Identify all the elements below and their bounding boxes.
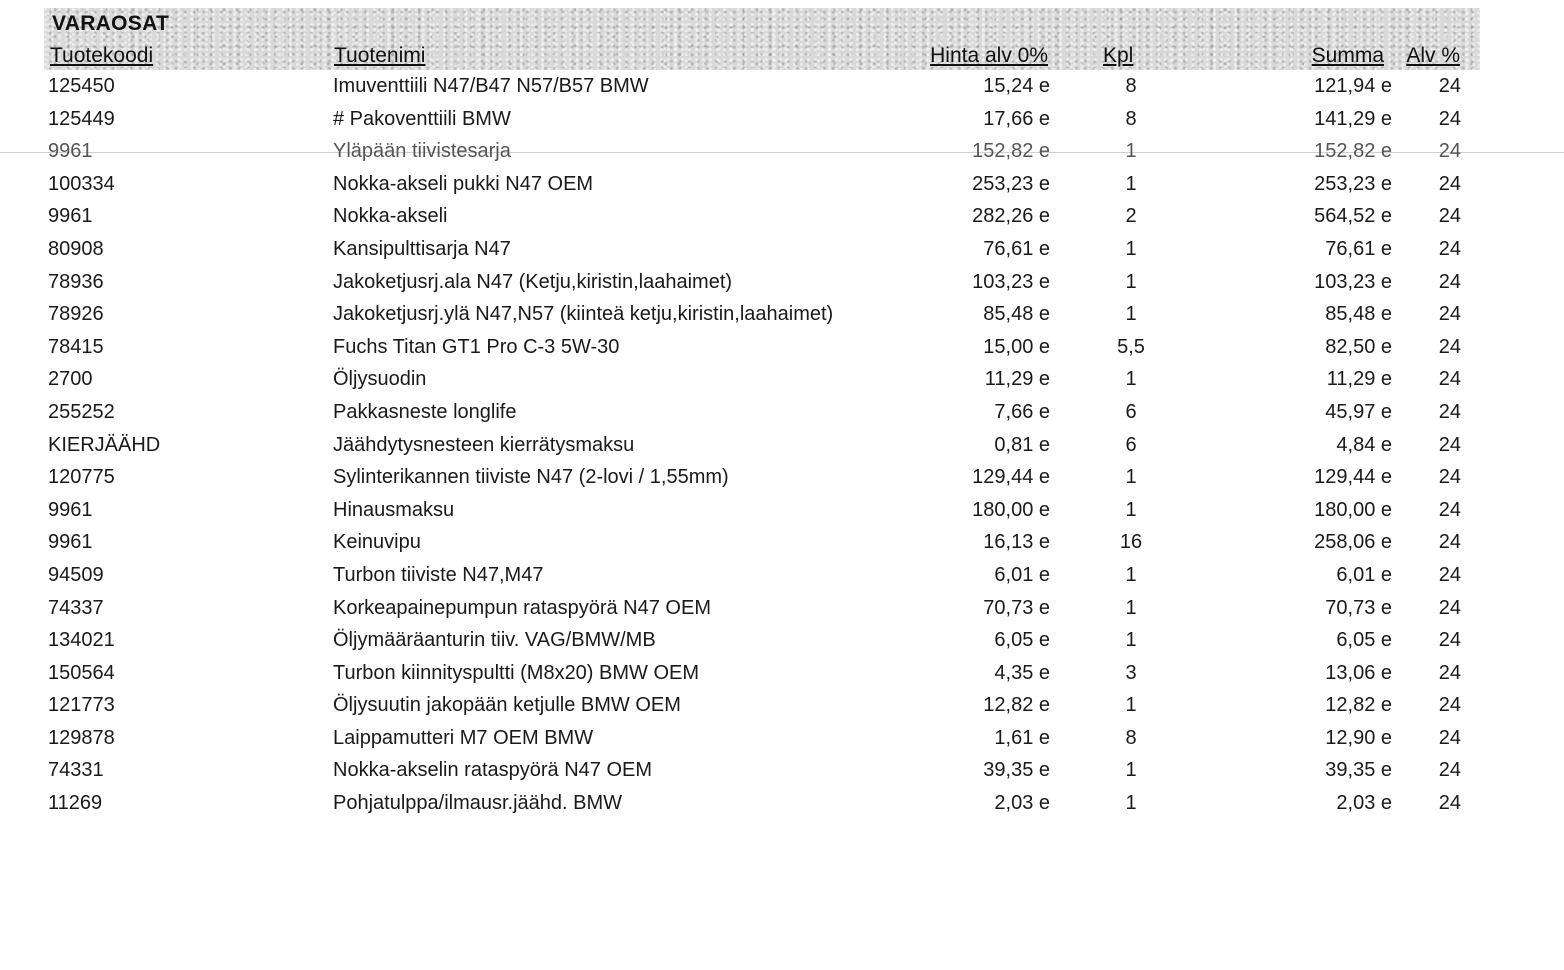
cell-product-code: 11269	[48, 792, 103, 815]
cell-sum: 258,06 e	[1314, 531, 1392, 554]
cell-vat-percent: 24	[1438, 531, 1461, 554]
cell-sum: 85,48 e	[1325, 303, 1392, 326]
table-row	[0, 494, 1564, 527]
table-row	[0, 396, 1564, 429]
cell-quantity: 1	[1125, 368, 1137, 391]
cell-vat-percent: 24	[1438, 303, 1461, 326]
cell-vat-percent: 24	[1438, 759, 1461, 782]
cell-quantity: 1	[1125, 270, 1137, 293]
table-row	[0, 592, 1564, 625]
table-row	[0, 754, 1564, 787]
cell-product-code: 2700	[48, 368, 93, 391]
cell-product-name: Korkeapainepumpun rataspyörä N47 OEM	[333, 596, 711, 619]
table-row	[0, 233, 1564, 266]
cell-quantity: 8	[1125, 75, 1137, 97]
cell-price-ex-vat: 70,73 e	[983, 596, 1050, 619]
cell-quantity: 1	[1125, 140, 1137, 163]
cell-quantity: 5,5	[1117, 335, 1145, 358]
cell-product-name: Turbon tiiviste N47,M47	[333, 563, 544, 586]
cell-sum: 6,05 e	[1336, 629, 1392, 652]
cell-quantity: 8	[1125, 726, 1137, 749]
table-row	[0, 559, 1564, 592]
column-header-sum: Summa	[1311, 44, 1384, 67]
cell-price-ex-vat: 129,44 e	[972, 466, 1050, 489]
cell-product-name: Nokka-akseli pukki N47 OEM	[333, 172, 594, 195]
cell-sum: 129,44 e	[1314, 466, 1392, 489]
cell-product-code: 74331	[48, 759, 104, 782]
section-title: VARAOSAT	[52, 12, 170, 35]
cell-price-ex-vat: 180,00 e	[972, 498, 1050, 521]
cell-price-ex-vat: 76,61 e	[983, 237, 1050, 260]
cell-sum: 13,06 e	[1325, 661, 1392, 684]
cell-vat-percent: 24	[1438, 335, 1461, 358]
cell-product-name: Turbon kiinnityspultti (M8x20) BMW OEM	[333, 661, 700, 684]
table-row	[0, 266, 1564, 299]
cell-product-name: Nokka-akseli	[333, 205, 448, 228]
cell-product-code: 121773	[48, 694, 115, 717]
cell-vat-percent: 24	[1438, 205, 1461, 228]
table-row	[0, 657, 1564, 690]
column-header-vat-percent: Alv %	[1406, 44, 1460, 67]
cell-product-name: Laippamutteri M7 OEM BMW	[333, 726, 594, 749]
cell-vat-percent: 24	[1438, 368, 1461, 391]
cell-sum: 39,35 e	[1325, 759, 1392, 782]
cell-price-ex-vat: 152,82 e	[972, 140, 1050, 163]
cell-product-name: Yläpään tiivistesarja	[333, 140, 511, 163]
cell-price-ex-vat: 16,13 e	[983, 531, 1050, 554]
cell-sum: 103,23 e	[1314, 270, 1392, 293]
cell-quantity: 1	[1125, 694, 1137, 717]
cell-product-code: 100334	[48, 172, 115, 195]
cell-vat-percent: 24	[1438, 629, 1461, 652]
column-header-price-ex-vat: Hinta alv 0%	[930, 44, 1048, 67]
cell-sum: 12,82 e	[1325, 694, 1392, 717]
cell-quantity: 8	[1125, 107, 1137, 130]
cell-product-code: 80908	[48, 237, 104, 260]
cell-price-ex-vat: 253,23 e	[972, 172, 1050, 195]
cell-product-code: 78936	[48, 270, 104, 293]
cell-product-name: Pakkasneste longlife	[333, 400, 517, 423]
cell-vat-percent: 24	[1438, 661, 1461, 684]
cell-sum: 6,01 e	[1336, 563, 1392, 586]
table-row	[0, 624, 1564, 657]
cell-sum: 45,97 e	[1325, 400, 1392, 423]
table-row	[0, 331, 1564, 364]
cell-sum: 180,00 e	[1314, 498, 1392, 521]
cell-vat-percent: 24	[1438, 270, 1461, 293]
cell-sum: 4,84 e	[1336, 433, 1392, 456]
cell-price-ex-vat: 15,24 e	[983, 75, 1050, 97]
cell-price-ex-vat: 0,81 e	[994, 433, 1050, 456]
cell-sum: 82,50 e	[1325, 335, 1392, 358]
cell-quantity: 1	[1125, 563, 1137, 586]
cell-product-code: 134021	[48, 629, 115, 652]
cell-product-name: Keinuvipu	[333, 531, 421, 554]
cell-product-code: 150564	[48, 661, 115, 684]
table-row	[0, 429, 1564, 462]
cell-vat-percent: 24	[1438, 694, 1461, 717]
cell-product-code: 125449	[48, 107, 115, 130]
cell-product-name: Öljysuodin	[333, 368, 427, 391]
cell-product-code: 9961	[48, 498, 93, 521]
cell-product-code: 78926	[48, 303, 104, 326]
cell-product-code: 74337	[48, 596, 104, 619]
cell-sum: 76,61 e	[1325, 237, 1392, 260]
cell-vat-percent: 24	[1438, 498, 1461, 521]
cell-price-ex-vat: 12,82 e	[983, 694, 1050, 717]
cell-sum: 70,73 e	[1325, 596, 1392, 619]
cell-vat-percent: 24	[1438, 107, 1461, 130]
cell-quantity: 2	[1125, 205, 1137, 228]
cell-product-name: Nokka-akselin rataspyörä N47 OEM	[333, 759, 653, 782]
table-row	[0, 722, 1564, 755]
cell-price-ex-vat: 103,23 e	[972, 270, 1050, 293]
table-row	[0, 461, 1564, 494]
table-row	[0, 135, 1564, 168]
cell-sum: 2,03 e	[1336, 792, 1392, 815]
cell-vat-percent: 24	[1438, 596, 1461, 619]
cell-product-name: Jakoketjusrj.ylä N47,N57 (kiinteä ketju,kiristin,laahaimet)	[333, 303, 834, 326]
cell-vat-percent: 24	[1438, 563, 1461, 586]
table-row	[0, 363, 1564, 396]
cell-quantity: 1	[1125, 629, 1137, 652]
cell-product-name: Kansipulttisarja N47	[333, 237, 511, 260]
cell-vat-percent: 24	[1438, 75, 1461, 97]
cell-product-code: 9961	[48, 140, 93, 163]
cell-vat-percent: 24	[1438, 172, 1461, 195]
cell-product-code: 129878	[48, 726, 115, 749]
cell-price-ex-vat: 15,00 e	[983, 335, 1050, 358]
column-header-quantity: Kpl	[1103, 44, 1134, 67]
cell-vat-percent: 24	[1438, 140, 1461, 163]
cell-price-ex-vat: 6,01 e	[994, 563, 1050, 586]
cell-price-ex-vat: 11,29 e	[984, 368, 1050, 391]
cell-quantity: 1	[1125, 759, 1137, 782]
cell-price-ex-vat: 282,26 e	[972, 205, 1050, 228]
cell-vat-percent: 24	[1438, 726, 1461, 749]
cell-sum: 152,82 e	[1314, 140, 1392, 163]
cell-sum: 564,52 e	[1314, 205, 1392, 228]
cell-product-code: 78415	[48, 335, 104, 358]
cell-vat-percent: 24	[1438, 466, 1461, 489]
cell-product-name: Pohjatulppa/ilmausr.jäähd. BMW	[333, 792, 623, 815]
table-row	[0, 70, 1564, 103]
cell-product-name: Öljymääräanturin tiiv. VAG/BMW/MB	[333, 629, 656, 652]
cell-product-code: 120775	[48, 466, 115, 489]
cell-product-name: Jakoketjusrj.ala N47 (Ketju,kiristin,laahaimet)	[333, 270, 733, 293]
cell-quantity: 1	[1125, 792, 1137, 815]
cell-quantity: 6	[1125, 400, 1137, 423]
cell-vat-percent: 24	[1438, 400, 1461, 423]
cell-quantity: 3	[1125, 661, 1137, 684]
cell-product-code: 9961	[48, 205, 93, 228]
cell-sum: 11,29 e	[1326, 368, 1392, 391]
cell-price-ex-vat: 85,48 e	[983, 303, 1050, 326]
cell-sum: 12,90 e	[1325, 726, 1392, 749]
cell-quantity: 1	[1125, 172, 1137, 195]
cell-vat-percent: 24	[1438, 433, 1461, 456]
table-row	[0, 200, 1564, 233]
column-header-product-name: Tuotenimi	[334, 44, 426, 67]
cell-sum: 253,23 e	[1314, 172, 1392, 195]
cell-sum: 121,94 e	[1314, 75, 1392, 97]
cell-quantity: 1	[1125, 498, 1137, 521]
cell-sum: 141,29 e	[1314, 107, 1392, 130]
cell-vat-percent: 24	[1438, 237, 1461, 260]
table-row	[0, 526, 1564, 559]
table-row	[0, 168, 1564, 201]
cell-product-name: Imuventtiili N47/B47 N57/B57 BMW	[333, 75, 649, 97]
cell-price-ex-vat: 39,35 e	[983, 759, 1050, 782]
cell-product-name: # Pakoventtiili BMW	[333, 107, 511, 130]
cell-product-name: Sylinterikannen tiiviste N47 (2-lovi / 1,55mm)	[333, 466, 729, 489]
cell-quantity: 6	[1125, 433, 1137, 456]
cell-product-name: Fuchs Titan GT1 Pro C-3 5W-30	[333, 335, 620, 358]
table-row	[0, 787, 1564, 820]
column-header-product-code: Tuotekoodi	[50, 44, 154, 67]
table-header-band	[44, 8, 1480, 70]
table-row	[0, 103, 1564, 136]
cell-vat-percent: 24	[1438, 792, 1461, 815]
cell-quantity: 1	[1125, 237, 1137, 260]
cell-quantity: 1	[1125, 596, 1137, 619]
table-row	[0, 689, 1564, 722]
cell-quantity: 1	[1125, 466, 1137, 489]
cell-product-code: 255252	[48, 400, 115, 423]
cell-price-ex-vat: 6,05 e	[994, 629, 1050, 652]
cell-price-ex-vat: 1,61 e	[994, 726, 1050, 749]
cell-product-name: Öljysuutin jakopään ketjulle BMW OEM	[333, 694, 681, 717]
cell-product-code: 125450	[48, 75, 115, 97]
table-row	[0, 298, 1564, 331]
cell-price-ex-vat: 17,66 e	[983, 107, 1050, 130]
cell-quantity: 1	[1125, 303, 1137, 326]
cell-price-ex-vat: 2,03 e	[994, 792, 1050, 815]
parts-table-body	[0, 70, 1564, 820]
cell-product-name: Hinausmaksu	[333, 498, 455, 521]
cell-product-code: KIERJÄÄHD	[48, 433, 161, 456]
cell-product-name: Jäähdytysnesteen kierrätysmaksu	[333, 433, 635, 456]
cell-price-ex-vat: 7,66 e	[994, 400, 1050, 423]
cell-product-code: 94509	[48, 563, 104, 586]
cell-product-code: 9961	[48, 531, 93, 554]
cell-price-ex-vat: 4,35 e	[994, 661, 1050, 684]
cell-quantity: 16	[1119, 531, 1143, 554]
